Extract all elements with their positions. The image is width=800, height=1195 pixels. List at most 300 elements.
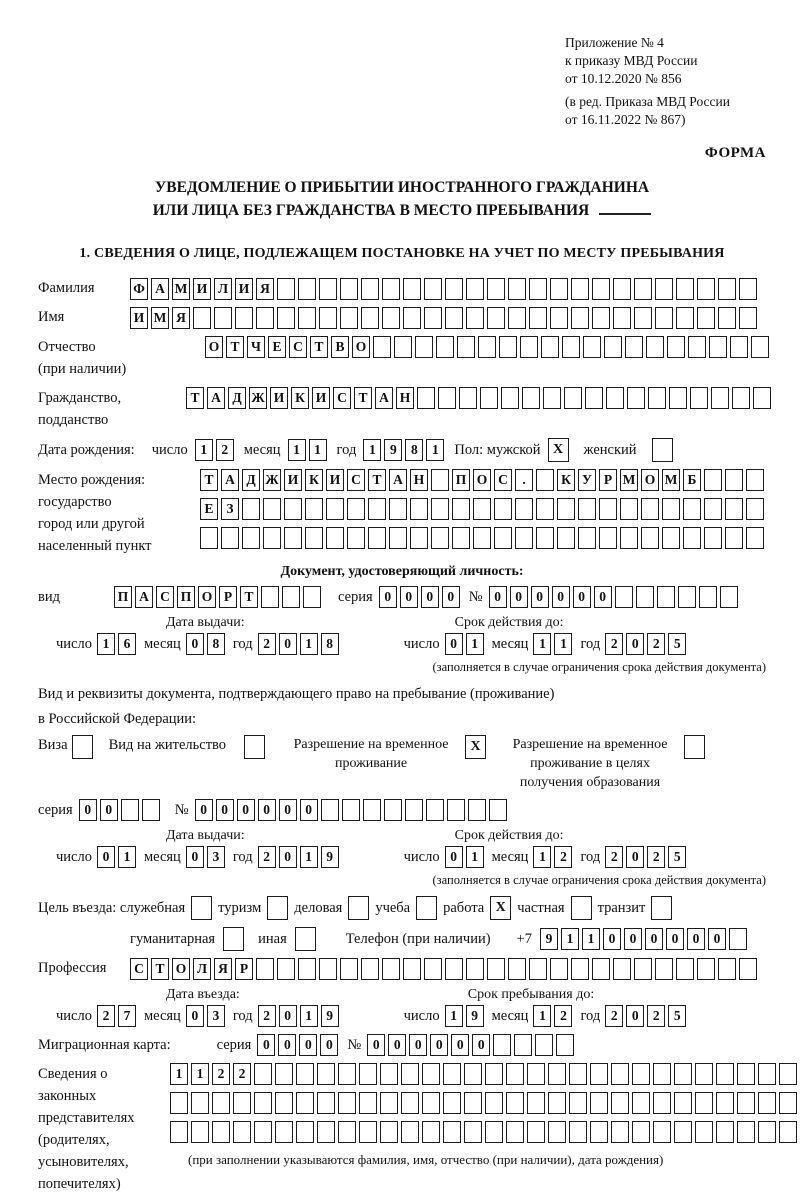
char-cell[interactable] [487, 278, 505, 300]
char-cell[interactable]: 1 [533, 846, 551, 868]
char-cell[interactable]: А [151, 278, 169, 300]
char-cell[interactable] [261, 586, 279, 608]
char-cell[interactable] [508, 307, 526, 329]
char-cell[interactable]: З [221, 498, 239, 520]
char-cell[interactable] [170, 1121, 188, 1143]
char-cell[interactable]: 1 [466, 633, 484, 655]
stay-day-boxes[interactable] [445, 1005, 487, 1027]
char-cell[interactable] [221, 527, 239, 549]
char-cell[interactable]: 0 [594, 586, 612, 608]
char-cell[interactable]: 0 [279, 846, 297, 868]
char-cell[interactable] [401, 1063, 419, 1085]
char-cell[interactable] [515, 498, 533, 520]
char-cell[interactable] [667, 336, 685, 358]
char-cell[interactable]: 0 [299, 1034, 317, 1056]
char-cell[interactable] [403, 958, 421, 980]
purpose-humanitarian-checkbox[interactable] [223, 927, 244, 951]
char-cell[interactable] [662, 498, 680, 520]
char-cell[interactable] [676, 958, 694, 980]
char-cell[interactable] [242, 527, 260, 549]
citizenship-boxes[interactable] [186, 387, 774, 409]
char-cell[interactable] [466, 278, 484, 300]
doc-valid-year-boxes[interactable] [605, 633, 689, 655]
char-cell[interactable]: П [114, 586, 132, 608]
char-cell[interactable] [535, 1034, 553, 1056]
char-cell[interactable] [443, 1092, 461, 1114]
char-cell[interactable] [296, 1063, 314, 1085]
char-cell[interactable]: Ж [263, 469, 281, 491]
char-cell[interactable] [729, 928, 747, 950]
char-cell[interactable]: 0 [79, 799, 97, 821]
char-cell[interactable] [720, 586, 738, 608]
char-cell[interactable]: С [130, 958, 148, 980]
permit-issue-year-boxes[interactable] [258, 846, 342, 868]
char-cell[interactable] [550, 307, 568, 329]
patronymic-boxes[interactable] [205, 336, 772, 358]
permit-number-boxes[interactable] [195, 799, 510, 821]
purpose-transit-checkbox[interactable] [651, 896, 672, 920]
char-cell[interactable]: С [156, 586, 174, 608]
char-cell[interactable]: Ч [247, 336, 265, 358]
char-cell[interactable]: 9 [466, 1005, 484, 1027]
char-cell[interactable] [716, 1092, 734, 1114]
char-cell[interactable] [142, 799, 160, 821]
char-cell[interactable]: С [333, 387, 351, 409]
char-cell[interactable] [368, 498, 386, 520]
char-cell[interactable] [277, 278, 295, 300]
char-cell[interactable]: М [620, 469, 638, 491]
char-cell[interactable] [751, 336, 769, 358]
char-cell[interactable]: Ж [249, 387, 267, 409]
purpose-work-checkbox[interactable]: X [490, 896, 511, 920]
char-cell[interactable]: К [557, 469, 575, 491]
char-cell[interactable]: П [452, 469, 470, 491]
char-cell[interactable] [321, 799, 339, 821]
char-cell[interactable] [655, 307, 673, 329]
char-cell[interactable] [506, 1121, 524, 1143]
char-cell[interactable]: М [151, 307, 169, 329]
char-cell[interactable] [347, 498, 365, 520]
char-cell[interactable] [489, 799, 507, 821]
char-cell[interactable]: 2 [647, 1005, 665, 1027]
char-cell[interactable] [473, 498, 491, 520]
char-cell[interactable]: П [177, 586, 195, 608]
char-cell[interactable] [464, 1092, 482, 1114]
char-cell[interactable] [737, 1063, 755, 1085]
char-cell[interactable]: 1 [170, 1063, 188, 1085]
char-cell[interactable]: 0 [510, 586, 528, 608]
char-cell[interactable] [389, 498, 407, 520]
char-cell[interactable] [242, 498, 260, 520]
char-cell[interactable] [443, 1121, 461, 1143]
char-cell[interactable]: 0 [626, 633, 644, 655]
char-cell[interactable]: О [641, 469, 659, 491]
char-cell[interactable]: У [578, 469, 596, 491]
char-cell[interactable] [730, 336, 748, 358]
char-cell[interactable]: М [662, 469, 680, 491]
char-cell[interactable] [718, 307, 736, 329]
char-cell[interactable] [319, 278, 337, 300]
char-cell[interactable]: 1 [582, 928, 600, 950]
char-cell[interactable] [233, 1092, 251, 1114]
permit-valid-month-boxes[interactable] [533, 846, 575, 868]
char-cell[interactable] [543, 387, 561, 409]
char-cell[interactable]: Л [214, 278, 232, 300]
char-cell[interactable]: М [172, 278, 190, 300]
char-cell[interactable]: Л [193, 958, 211, 980]
char-cell[interactable]: А [375, 387, 393, 409]
char-cell[interactable] [611, 1092, 629, 1114]
char-cell[interactable] [298, 278, 316, 300]
char-cell[interactable] [303, 586, 321, 608]
char-cell[interactable] [443, 1063, 461, 1085]
char-cell[interactable] [536, 527, 554, 549]
char-cell[interactable]: 3 [207, 1005, 225, 1027]
char-cell[interactable]: 1 [554, 633, 572, 655]
char-cell[interactable] [571, 307, 589, 329]
char-cell[interactable] [494, 498, 512, 520]
char-cell[interactable]: 2 [647, 846, 665, 868]
char-cell[interactable]: О [352, 336, 370, 358]
char-cell[interactable]: Е [268, 336, 286, 358]
char-cell[interactable] [417, 387, 435, 409]
char-cell[interactable] [485, 1121, 503, 1143]
char-cell[interactable]: 1 [445, 1005, 463, 1027]
char-cell[interactable]: Т [354, 387, 372, 409]
char-cell[interactable] [648, 387, 666, 409]
char-cell[interactable] [359, 1063, 377, 1085]
char-cell[interactable] [514, 1034, 532, 1056]
char-cell[interactable] [520, 336, 538, 358]
permit-issue-month-boxes[interactable] [186, 846, 228, 868]
char-cell[interactable]: А [389, 469, 407, 491]
char-cell[interactable] [436, 336, 454, 358]
permit-valid-day-boxes[interactable] [445, 846, 487, 868]
char-cell[interactable] [464, 1063, 482, 1085]
char-cell[interactable]: Т [240, 586, 258, 608]
char-cell[interactable]: . [515, 469, 533, 491]
char-cell[interactable] [340, 307, 358, 329]
char-cell[interactable] [200, 527, 218, 549]
char-cell[interactable] [548, 1121, 566, 1143]
char-cell[interactable]: 2 [258, 633, 276, 655]
char-cell[interactable]: 1 [300, 633, 318, 655]
char-cell[interactable]: 0 [626, 846, 644, 868]
char-cell[interactable] [536, 498, 554, 520]
char-cell[interactable] [634, 958, 652, 980]
char-cell[interactable] [548, 1063, 566, 1085]
char-cell[interactable]: 8 [321, 633, 339, 655]
char-cell[interactable] [263, 527, 281, 549]
char-cell[interactable]: Е [200, 498, 218, 520]
char-cell[interactable] [384, 799, 402, 821]
char-cell[interactable]: Н [410, 469, 428, 491]
char-cell[interactable]: 0 [409, 1034, 427, 1056]
char-cell[interactable] [487, 307, 505, 329]
char-cell[interactable] [277, 307, 295, 329]
char-cell[interactable]: 1 [118, 846, 136, 868]
char-cell[interactable] [340, 278, 358, 300]
char-cell[interactable] [347, 527, 365, 549]
char-cell[interactable] [214, 307, 232, 329]
purpose-tourism-checkbox[interactable] [267, 896, 288, 920]
char-cell[interactable]: А [221, 469, 239, 491]
char-cell[interactable]: С [494, 469, 512, 491]
permit-issue-day-boxes[interactable] [97, 846, 139, 868]
char-cell[interactable] [121, 799, 139, 821]
char-cell[interactable]: Т [151, 958, 169, 980]
char-cell[interactable]: 1 [363, 439, 381, 461]
char-cell[interactable] [422, 1121, 440, 1143]
char-cell[interactable] [699, 586, 717, 608]
char-cell[interactable] [212, 1092, 230, 1114]
char-cell[interactable]: В [331, 336, 349, 358]
char-cell[interactable] [606, 387, 624, 409]
sex-male-checkbox[interactable]: X [548, 438, 569, 462]
purpose-business-checkbox[interactable] [348, 896, 369, 920]
surname-boxes[interactable] [130, 278, 760, 300]
char-cell[interactable] [256, 958, 274, 980]
char-cell[interactable]: 0 [400, 586, 418, 608]
char-cell[interactable]: 1 [300, 1005, 318, 1027]
char-cell[interactable] [494, 527, 512, 549]
char-cell[interactable]: 0 [708, 928, 726, 950]
char-cell[interactable] [359, 1121, 377, 1143]
char-cell[interactable]: Д [228, 387, 246, 409]
char-cell[interactable]: 0 [666, 928, 684, 950]
char-cell[interactable]: 0 [626, 1005, 644, 1027]
char-cell[interactable]: 0 [195, 799, 213, 821]
char-cell[interactable] [690, 387, 708, 409]
char-cell[interactable] [641, 498, 659, 520]
char-cell[interactable]: 0 [603, 928, 621, 950]
char-cell[interactable] [718, 958, 736, 980]
char-cell[interactable] [457, 336, 475, 358]
char-cell[interactable] [284, 498, 302, 520]
char-cell[interactable] [529, 278, 547, 300]
char-cell[interactable] [571, 278, 589, 300]
char-cell[interactable] [737, 1121, 755, 1143]
char-cell[interactable] [305, 527, 323, 549]
char-cell[interactable] [599, 527, 617, 549]
char-cell[interactable]: 5 [668, 633, 686, 655]
char-cell[interactable]: Т [226, 336, 244, 358]
visa-checkbox[interactable] [72, 735, 93, 759]
char-cell[interactable]: О [172, 958, 190, 980]
char-cell[interactable] [541, 336, 559, 358]
char-cell[interactable] [506, 1063, 524, 1085]
char-cell[interactable] [674, 1092, 692, 1114]
char-cell[interactable]: 0 [445, 846, 463, 868]
char-cell[interactable]: 0 [624, 928, 642, 950]
char-cell[interactable] [758, 1063, 776, 1085]
char-cell[interactable] [326, 527, 344, 549]
char-cell[interactable] [678, 586, 696, 608]
char-cell[interactable] [695, 1121, 713, 1143]
char-cell[interactable] [746, 527, 764, 549]
char-cell[interactable]: 0 [489, 586, 507, 608]
representatives-boxes-row1[interactable] [170, 1063, 800, 1085]
char-cell[interactable] [758, 1092, 776, 1114]
char-cell[interactable] [557, 498, 575, 520]
char-cell[interactable] [254, 1092, 272, 1114]
char-cell[interactable]: 1 [466, 846, 484, 868]
migration-number-boxes[interactable] [367, 1034, 577, 1056]
char-cell[interactable] [590, 1063, 608, 1085]
doc-issue-year-boxes[interactable] [258, 633, 342, 655]
char-cell[interactable] [527, 1092, 545, 1114]
char-cell[interactable] [625, 336, 643, 358]
char-cell[interactable] [529, 958, 547, 980]
char-cell[interactable]: 9 [540, 928, 558, 950]
char-cell[interactable]: Б [683, 469, 701, 491]
char-cell[interactable]: 0 [216, 799, 234, 821]
char-cell[interactable] [704, 498, 722, 520]
char-cell[interactable] [697, 278, 715, 300]
char-cell[interactable]: 1 [191, 1063, 209, 1085]
char-cell[interactable] [737, 1092, 755, 1114]
char-cell[interactable] [779, 1063, 797, 1085]
char-cell[interactable] [556, 1034, 574, 1056]
char-cell[interactable]: Т [200, 469, 218, 491]
char-cell[interactable]: Я [214, 958, 232, 980]
char-cell[interactable] [212, 1121, 230, 1143]
char-cell[interactable]: Т [368, 469, 386, 491]
purpose-other-checkbox[interactable] [295, 927, 316, 951]
char-cell[interactable]: 2 [212, 1063, 230, 1085]
char-cell[interactable]: 7 [118, 1005, 136, 1027]
char-cell[interactable] [569, 1121, 587, 1143]
char-cell[interactable]: А [135, 586, 153, 608]
char-cell[interactable] [550, 278, 568, 300]
char-cell[interactable]: О [198, 586, 216, 608]
char-cell[interactable]: Р [219, 586, 237, 608]
char-cell[interactable] [501, 387, 519, 409]
char-cell[interactable]: 2 [554, 1005, 572, 1027]
char-cell[interactable] [338, 1121, 356, 1143]
char-cell[interactable] [424, 278, 442, 300]
char-cell[interactable] [296, 1121, 314, 1143]
char-cell[interactable] [361, 307, 379, 329]
char-cell[interactable]: 0 [531, 586, 549, 608]
char-cell[interactable] [193, 307, 211, 329]
char-cell[interactable]: 0 [237, 799, 255, 821]
char-cell[interactable] [611, 1063, 629, 1085]
char-cell[interactable] [716, 1063, 734, 1085]
char-cell[interactable]: 0 [279, 799, 297, 821]
char-cell[interactable] [653, 1063, 671, 1085]
char-cell[interactable] [676, 307, 694, 329]
char-cell[interactable] [592, 958, 610, 980]
char-cell[interactable] [779, 1092, 797, 1114]
char-cell[interactable] [445, 307, 463, 329]
char-cell[interactable] [282, 586, 300, 608]
char-cell[interactable]: Т [310, 336, 328, 358]
char-cell[interactable] [447, 799, 465, 821]
char-cell[interactable] [632, 1063, 650, 1085]
char-cell[interactable] [317, 1092, 335, 1114]
char-cell[interactable] [590, 1092, 608, 1114]
char-cell[interactable]: 3 [207, 846, 225, 868]
char-cell[interactable]: Я [256, 278, 274, 300]
char-cell[interactable] [613, 958, 631, 980]
char-cell[interactable] [583, 336, 601, 358]
purpose-official-checkbox[interactable] [191, 896, 212, 920]
char-cell[interactable] [277, 958, 295, 980]
char-cell[interactable]: 1 [309, 439, 327, 461]
char-cell[interactable]: 2 [554, 846, 572, 868]
char-cell[interactable] [431, 469, 449, 491]
char-cell[interactable] [493, 1034, 511, 1056]
char-cell[interactable]: Т [186, 387, 204, 409]
birthplace-boxes-row2[interactable] [200, 498, 767, 520]
doc-issue-month-boxes[interactable] [186, 633, 228, 655]
name-boxes[interactable] [130, 307, 760, 329]
char-cell[interactable] [562, 336, 580, 358]
char-cell[interactable] [487, 958, 505, 980]
doc-type-boxes[interactable] [114, 586, 324, 608]
char-cell[interactable] [709, 336, 727, 358]
char-cell[interactable]: 0 [430, 1034, 448, 1056]
char-cell[interactable] [611, 1121, 629, 1143]
char-cell[interactable] [615, 586, 633, 608]
permit-series-boxes[interactable] [79, 799, 163, 821]
char-cell[interactable]: И [284, 469, 302, 491]
char-cell[interactable] [380, 1063, 398, 1085]
char-cell[interactable] [401, 1121, 419, 1143]
char-cell[interactable] [361, 278, 379, 300]
char-cell[interactable] [431, 527, 449, 549]
birthplace-boxes-row3[interactable] [200, 527, 767, 549]
char-cell[interactable] [711, 387, 729, 409]
char-cell[interactable] [779, 1121, 797, 1143]
char-cell[interactable]: К [291, 387, 309, 409]
char-cell[interactable] [564, 387, 582, 409]
char-cell[interactable]: 5 [668, 846, 686, 868]
birth-month-boxes[interactable] [288, 439, 330, 461]
char-cell[interactable]: 2 [605, 1005, 623, 1027]
char-cell[interactable] [627, 387, 645, 409]
char-cell[interactable]: 2 [233, 1063, 251, 1085]
char-cell[interactable] [746, 469, 764, 491]
char-cell[interactable] [758, 1121, 776, 1143]
char-cell[interactable] [389, 527, 407, 549]
stay-month-boxes[interactable] [533, 1005, 575, 1027]
char-cell[interactable]: 2 [97, 1005, 115, 1027]
purpose-private-checkbox[interactable] [571, 896, 592, 920]
char-cell[interactable] [319, 958, 337, 980]
char-cell[interactable] [468, 799, 486, 821]
temp-residence-checkbox[interactable]: X [465, 735, 486, 759]
char-cell[interactable]: 0 [472, 1034, 490, 1056]
char-cell[interactable] [340, 958, 358, 980]
char-cell[interactable]: 0 [645, 928, 663, 950]
char-cell[interactable] [361, 958, 379, 980]
doc-valid-month-boxes[interactable] [533, 633, 575, 655]
char-cell[interactable] [676, 278, 694, 300]
char-cell[interactable] [508, 958, 526, 980]
char-cell[interactable]: 0 [421, 586, 439, 608]
char-cell[interactable] [548, 1092, 566, 1114]
char-cell[interactable]: 5 [668, 1005, 686, 1027]
char-cell[interactable] [319, 307, 337, 329]
char-cell[interactable] [380, 1121, 398, 1143]
char-cell[interactable] [464, 1121, 482, 1143]
char-cell[interactable]: Д [242, 469, 260, 491]
char-cell[interactable]: 0 [445, 633, 463, 655]
profession-boxes[interactable] [130, 958, 760, 980]
char-cell[interactable] [697, 958, 715, 980]
